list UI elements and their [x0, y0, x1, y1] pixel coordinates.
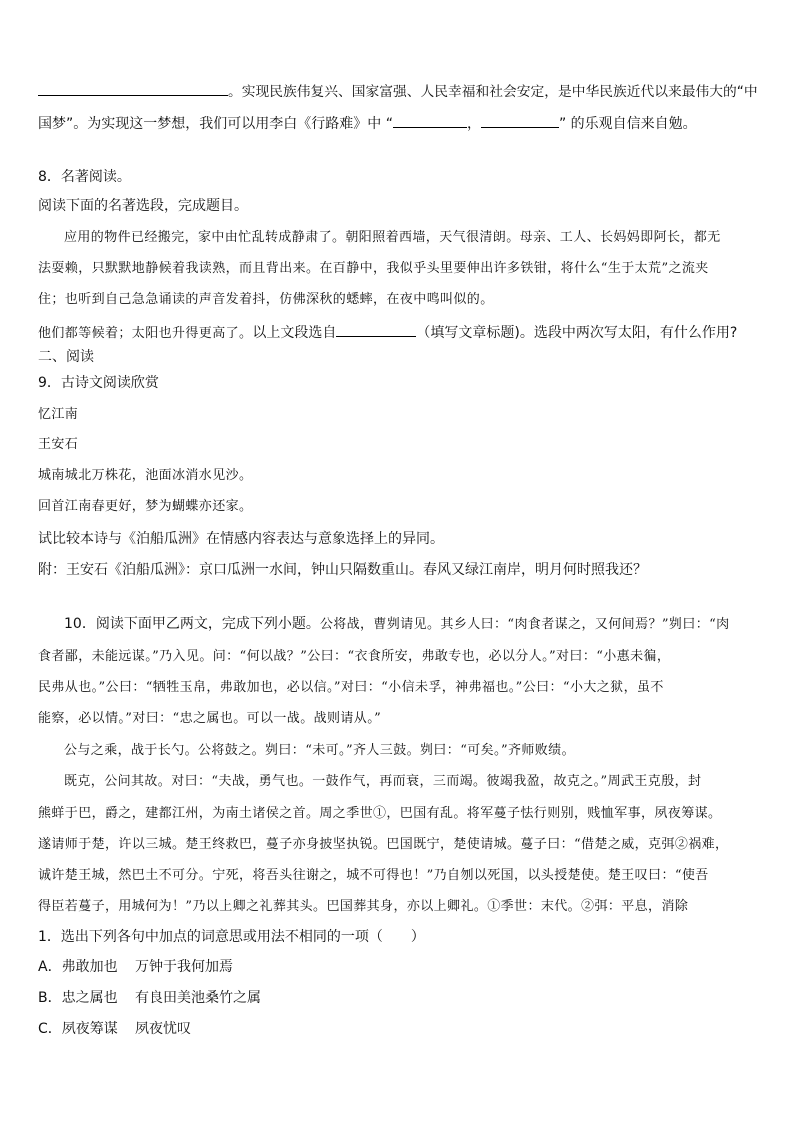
q7-text2a: 国梦”。为实现这一梦想，我们可以用李白《行路难》中 “ — [38, 116, 393, 132]
q10-passage-line: 得臣若蔓子，用城何为！”乃以上卿之礼葬其头。巴国葬其身，亦以上卿礼。①季世：末代。②弭：平息，消除 — [38, 899, 689, 914]
q10-passage-line: 民弗从也。”公曰：“牺牲玉帛，弗敢加也，必以信。”对曰：“小信未孚，神弗福也。”公曰：“小大之狱，虽不 — [38, 680, 664, 695]
poem-author: 王安石 — [38, 437, 79, 452]
q10-passage-line: 公将战，曹刿请见。其乡人曰：“肉食者谋之，又何间焉？”刿曰：“肉 — [319, 617, 730, 632]
q8-passage-end: 他们都等候着；太阳也升得更高了。 — [38, 326, 253, 341]
q10-subquestion: 1．选出下列各句中加点的词意思或用法不相同的一项（ ） — [38, 929, 425, 945]
option-compare: 万钟于我何加焉 — [135, 959, 233, 975]
q9-title: 9．古诗文阅读欣赏 — [38, 375, 159, 391]
poem-line: 城南城北万株花，池面冰消水见沙。 — [38, 468, 253, 483]
q10-passage-line: 诚许楚王城，然巴土不可分。宁死，将吾头往谢之，城不可得也！”乃自刎以死国，以头授楚使。楚王叹曰：“使吾 — [38, 868, 709, 883]
option-label: A．弗敢加也 — [38, 959, 118, 975]
answer-blank — [336, 322, 416, 337]
q7-text1: 。实现民族伟复兴、国家富强、人民幸福和社会安定，是中华民族近代以来最伟大的“中 — [228, 84, 758, 100]
option-compare: 夙夜忧叹 — [135, 1021, 191, 1037]
q7-line2 — [38, 113, 697, 134]
q8-passage-line: 法耍赖，只默默地静候着我读熟，而且背出来。在百静中，我似乎头里要伸出许多铁钳，将什么“生于太荒”之流夹 — [38, 261, 709, 276]
q10-intro: 10．阅读下面甲乙两文，完成下列小题。 — [64, 616, 320, 632]
q8-question-a: 以上文段选自 — [252, 325, 337, 341]
option-b — [38, 988, 261, 1008]
option-label: C．夙夜筹谋 — [38, 1021, 118, 1037]
q10-passage-line: 既克，公问其故。对曰：“夫战，勇气也。一鼓作气，再而衰，三而竭。彼竭我盈，故克之。”周武王克殷，封 — [64, 774, 702, 789]
section-heading: 二、阅读 — [38, 349, 94, 365]
q8-question-b: （填写文章标题)。选段中两次写太阳，有什么作用? — [416, 325, 738, 341]
q8-passage-line: 应用的物件已经搬完，家中由忙乱转成静肃了。朝阳照着西墙，天气很清朗。母亲、工人、长妈妈即阿长，都无 — [64, 230, 721, 245]
q10-passage-line: 熊蛘于巴，爵之，建都江州，为南土诸侯之首。周之季世①，巴国有乱。将军蔓子怯行则别，贱恤军事，夙夜筹谋。 — [38, 806, 722, 821]
q9-question: 试比较本诗与《泊船瓜洲》在情感内容表达与意象选择上的异同。 — [38, 531, 444, 547]
q8-title: 8．名著阅读。 — [38, 169, 131, 185]
option-a — [38, 957, 233, 977]
q10-first-line — [64, 614, 730, 635]
q7-separator: ， — [466, 116, 481, 132]
q7-text2b: ” 的乐观自信来自勉。 — [558, 116, 697, 132]
answer-blank — [481, 113, 559, 128]
answer-blank — [393, 113, 467, 128]
q8-question-line — [38, 322, 737, 344]
q7-line1 — [38, 81, 758, 102]
q8-instruction: 阅读下面的名著选段，完成题目。 — [38, 198, 248, 214]
q10-passage-line: 能察，必以情。”对曰：“忠之属也。可以一战。战则请从。” — [38, 711, 382, 726]
poem-title: 忆江南 — [38, 407, 79, 422]
q10-passage-line: 遂请师于楚，许以三城。楚王终救巴，蔓子亦身披坚执锐。巴国既宁，楚使请城。蔓子曰：“借楚之威，克弭②祸难， — [38, 837, 729, 852]
q9-appendix: 附：王安石《泊船瓜洲》：京口瓜洲一水间，钟山只隔数重山。春风又绿江南岸，明月何时照我还？ — [38, 562, 647, 578]
option-c — [38, 1019, 191, 1039]
q10-passage-line: 公与之乘，战于长勺。公将鼓之。刿曰：“未可。”齐人三鼓。刿曰：“可矣。”齐师败绩。 — [64, 743, 575, 758]
option-label: B．忠之属也 — [38, 990, 118, 1006]
q10-passage-line: 食者鄙，未能远谋。”乃入见。问：“何以战？”公曰：“衣食所安，弗敢专也，必以分人。”对曰：“小惠未徧， — [38, 649, 671, 664]
option-compare: 有良田美池桑竹之属 — [135, 990, 261, 1006]
poem-line: 回首江南春更好，梦为蝴蝶亦还家。 — [38, 499, 253, 514]
q8-passage-line: 住；也听到自己急急诵读的声音发着抖，仿佛深秋的蟋蟀，在夜中鸣叫似的。 — [38, 292, 494, 307]
answer-blank — [38, 81, 228, 96]
